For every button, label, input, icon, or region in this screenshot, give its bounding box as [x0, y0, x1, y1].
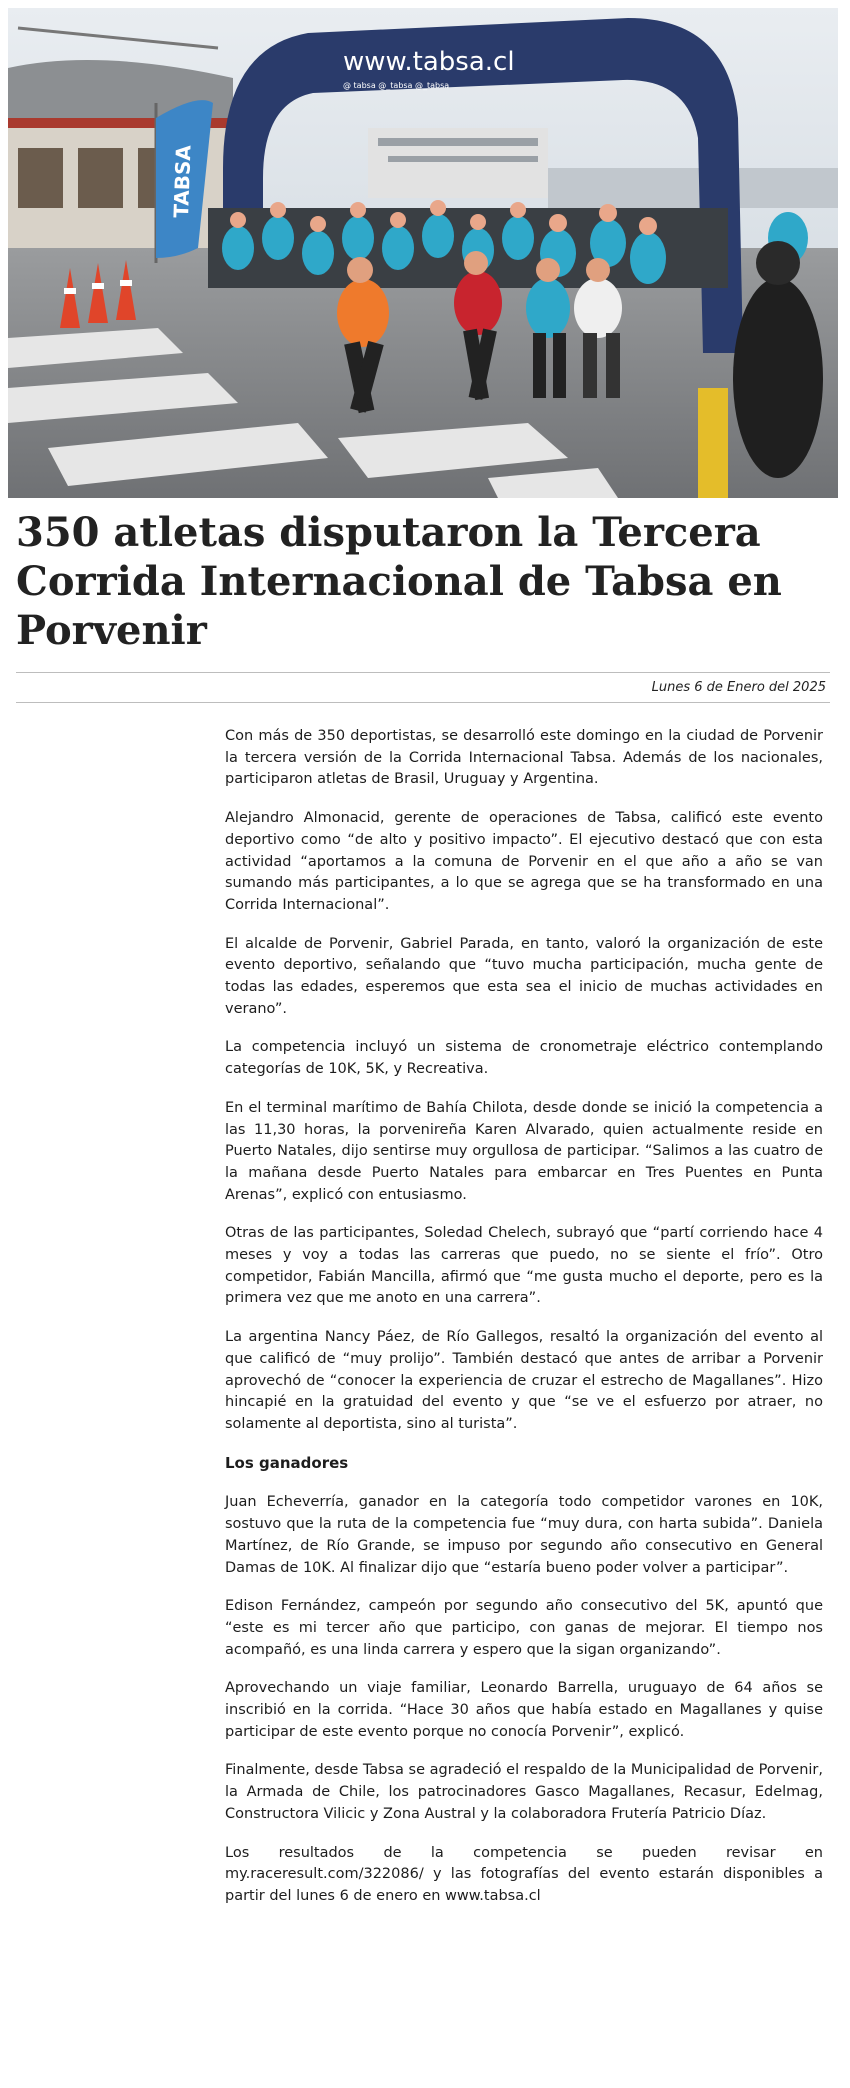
- paragraph: La argentina Nancy Páez, de Río Gallegos, resaltó la organización del evento al que calificó de “muy prolijo”. También destacó que antes de arribar a Porvenir aprovechó de “conocer la experiencia de cruzar el estrecho de Magallanes”. Hizo hincapié en la gratuidad del evento y que “se ve el esfuerzo por atraer, no solamente al deportista, sino al turista”.: [225, 1329, 823, 1432]
- article-date: Lunes 6 de Enero del 2025: [651, 680, 826, 695]
- flag-text: TABSA: [169, 144, 196, 219]
- paragraph: Aprovechando un viaje familiar, Leonardo Barrella, uruguayo de 64 años se inscribió en la corrida. “Hace 30 años que había estado en Magallanes y quise participar de este evento porque no conocía Porvenir”, explicó.: [225, 1680, 823, 1740]
- paragraph: Con más de 350 deportistas, se desarrolló este domingo en la ciudad de Porvenir la tercera versión de la Corrida Internacional Tabsa. Además de los nacionales, participaron atletas de Brasil, Uruguay y Argentina.: [225, 728, 823, 788]
- paragraph: Alejandro Almonacid, gerente de operaciones de Tabsa, calificó este evento deportivo como “de alto y positivo impacto”. El ejecutivo destacó que con esta actividad “aportamos a la comuna de Porvenir en el que año a año se van sumando más participantes, a lo que se agrega que se ha transformado en una Corrida Internacional”.: [225, 810, 823, 913]
- hero-photo: [8, 8, 838, 498]
- winners-subheading: Los ganadores: [225, 1453, 349, 1472]
- paragraph: Edison Fernández, campeón por segundo año consecutivo del 5K, apuntó que “este es mi tercer año que participo, con ganas de mejorar. El tiempo nos acompañó, es una linda carrera y espero que la sigan organizando”.: [225, 1598, 823, 1658]
- paragraph: Otras de las participantes, Soledad Chelech, subrayó que “partí corriendo hace 4 meses y voy a todas las carreras que puedo, no se siente el frío”. Otro competidor, Fabián Mancilla, afirmó que “me gusta mucho el deporte, pero es la primera vez que me anoto en una carrera”.: [225, 1225, 823, 1307]
- paragraph: Juan Echeverría, ganador en la categoría todo competidor varones en 10K, sostuvo que la ruta de la competencia fue “muy dura, con harta subida”. Daniela Martínez, de Río Grande, se impuso por segundo año consecutivo en General Damas de 10K. Al finalizar dijo que “estaría bueno poder volver a participar”.: [225, 1494, 823, 1576]
- article-title: 350 atletas disputaron la Tercera Corrida Internacional de Tabsa en Porvenir: [16, 509, 782, 654]
- arch-url-text: www.tabsa.cl: [343, 47, 515, 77]
- paragraph: La competencia incluyó un sistema de cronometraje eléctrico contemplando categorías de 10K, 5K, y Recreativa.: [225, 1039, 823, 1078]
- race-start-illustration: [8, 8, 838, 498]
- arch-social-text: @ tabsa @_tabsa @_tabsa: [343, 81, 450, 90]
- date-divider-bottom: [16, 702, 830, 703]
- article-body: [225, 726, 823, 1925]
- date-divider-top: [16, 672, 830, 673]
- paragraph: En el terminal marítimo de Bahía Chilota, desde donde se inició la competencia a las 11,30 horas, la porvenireña Karen Alvarado, quien actualmente reside en Puerto Natales, dijo sentirse muy orgullosa de participar. “Salimos a las cuatro de la mañana desde Puerto Natales para embarcar en Tres Puentes en Punta Arenas”, explicó con entusiasmo.: [225, 1099, 823, 1203]
- paragraph: Finalmente, desde Tabsa se agradeció el respaldo de la Municipalidad de Porvenir, la Armada de Chile, los patrocinadores Gasco Magallanes, Recasur, Edelmag, Constructora Vilicic y Zona Austral y la colaboradora Frutería Patricio Díaz.: [225, 1762, 823, 1822]
- paragraph: Los resultados de la competencia se pueden revisar en my.raceresult.com/322086/ y las fotografías del evento estarán disponibles a partir del lunes 6 de enero en www.tabsa.cl: [225, 1844, 823, 1904]
- paragraph: El alcalde de Porvenir, Gabriel Parada, en tanto, valoró la organización de este evento deportivo, señalando que “tuvo mucha participación, mucha gente de todas las edades, esperemos que esta sea el inicio de muchas actividades en verano”.: [225, 935, 823, 1017]
